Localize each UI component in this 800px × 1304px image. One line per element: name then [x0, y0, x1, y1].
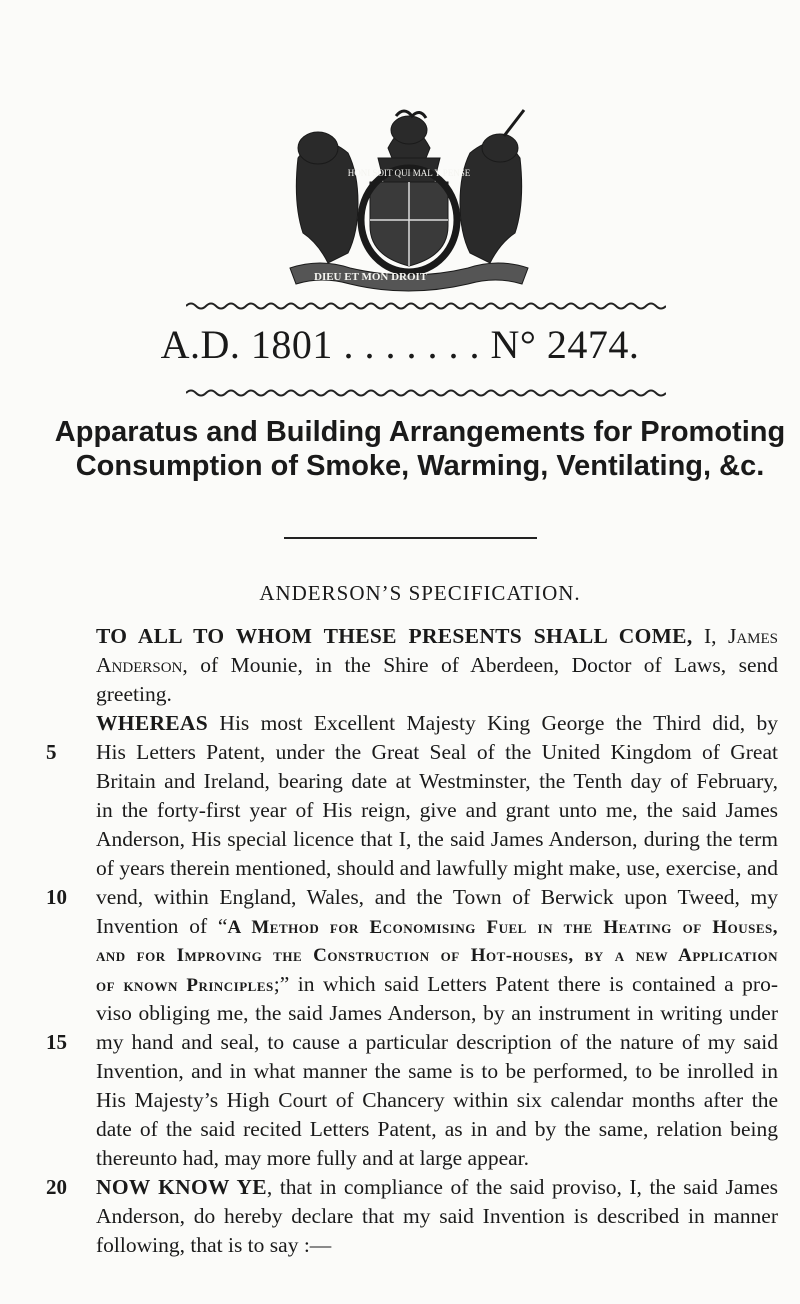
text-run: greeting.	[96, 682, 172, 706]
title-line-2: Consumption of Smoke, Warming, Ventilating, &c.	[75, 450, 765, 482]
text-run: Invention of “	[96, 914, 228, 938]
body-line	[96, 622, 778, 651]
body-line: Anderson, His special licence that I, the said James Anderson, during the term	[96, 827, 778, 851]
opening-caps: TO ALL TO WHOM THESE PRESENTS SHALL COME,	[96, 624, 693, 648]
body-line: His Letters Patent, under the Great Seal of the United Kingdom of Great	[96, 740, 778, 764]
line-number-5: 5	[46, 740, 57, 764]
line-number-15: 15	[46, 1030, 67, 1054]
body-line	[96, 970, 778, 999]
royal-coat-of-arms-icon	[278, 108, 540, 298]
patent-header	[0, 322, 800, 368]
name-small-caps: James	[727, 624, 778, 648]
body-line: vend, within England, Wales, and the Town of Berwick upon Tweed, my	[96, 885, 778, 909]
body-line	[96, 709, 778, 738]
line-number-20: 20	[46, 1175, 67, 1199]
body-line	[96, 1173, 778, 1202]
svg-text:HONI SOIT QUI MAL Y PENSE: HONI SOIT QUI MAL Y PENSE	[347, 168, 471, 178]
header-leader-dots: . . . . . . .	[343, 322, 480, 367]
body-line: date of the said recited Letters Patent, as in and by the same, relation being	[96, 1117, 778, 1141]
patent-number: N° 2474.	[490, 322, 640, 367]
whereas-caps: WHEREAS	[96, 711, 209, 735]
text-run: , that in compliance of the said proviso, I, the said James	[266, 1175, 778, 1199]
patent-year: A.D. 1801	[160, 322, 333, 367]
name-small-caps: Anderson	[96, 653, 183, 677]
text-run: His most Excellent Majesty King George the Third did, by	[208, 711, 778, 735]
text-run: I,	[692, 624, 728, 648]
body-line: Invention, and in what manner the same is to be performed, to be inrolled in	[96, 1059, 778, 1083]
title-line-1: Apparatus and Building Arrangements for Promoting	[54, 416, 786, 448]
bottom-wavy-rule	[186, 388, 666, 398]
text-run: , of Mounie, in the Shire of Aberdeen, Doctor of Laws, send	[182, 653, 778, 677]
invention-title-caps: A Method for Economising Fuel in the Heating of Houses,	[227, 917, 779, 938]
specification-heading: ANDERSON’S SPECIFICATION.	[259, 581, 581, 605]
body-line: His Majesty’s High Court of Chancery within six calendar months after the	[96, 1088, 778, 1112]
body-line: of years therein mentioned, should and lawfully might make, use, exercise, and	[96, 856, 778, 880]
invention-title-caps: of known Principles	[96, 975, 274, 996]
title-divider	[284, 537, 537, 539]
body-line	[96, 912, 778, 941]
patent-title	[40, 415, 800, 483]
now-know-ye-caps: NOW KNOW YE	[96, 1175, 267, 1199]
line-number-10: 10	[46, 885, 67, 909]
body-line: thereunto had, may more fully and at large appear.	[96, 1146, 530, 1170]
body-line: my hand and seal, to cause a particular description of the nature of my said	[96, 1030, 778, 1054]
text-run: ;” in which said Letters Patent there is contained a pro-	[273, 972, 778, 996]
body-line: and for Improving the Construction of Hot-houses, by a new Application	[96, 945, 778, 966]
body-line: viso obliging me, the said James Anderson, by an instrument in writing under	[96, 1001, 778, 1025]
body-line: following, that is to say :—	[96, 1233, 332, 1257]
body-line	[96, 680, 778, 709]
body-line: Britain and Ireland, bearing date at Westminster, the Tenth day of February,	[96, 769, 778, 793]
svg-text:DIEU ET MON DROIT: DIEU ET MON DROIT	[314, 271, 428, 283]
body-line	[96, 651, 778, 680]
body-line: Anderson, do hereby declare that my said Invention is described in manner	[96, 1204, 778, 1228]
top-wavy-rule	[186, 301, 666, 311]
body-line: in the forty-first year of His reign, give and grant unto me, the said James	[96, 798, 778, 822]
